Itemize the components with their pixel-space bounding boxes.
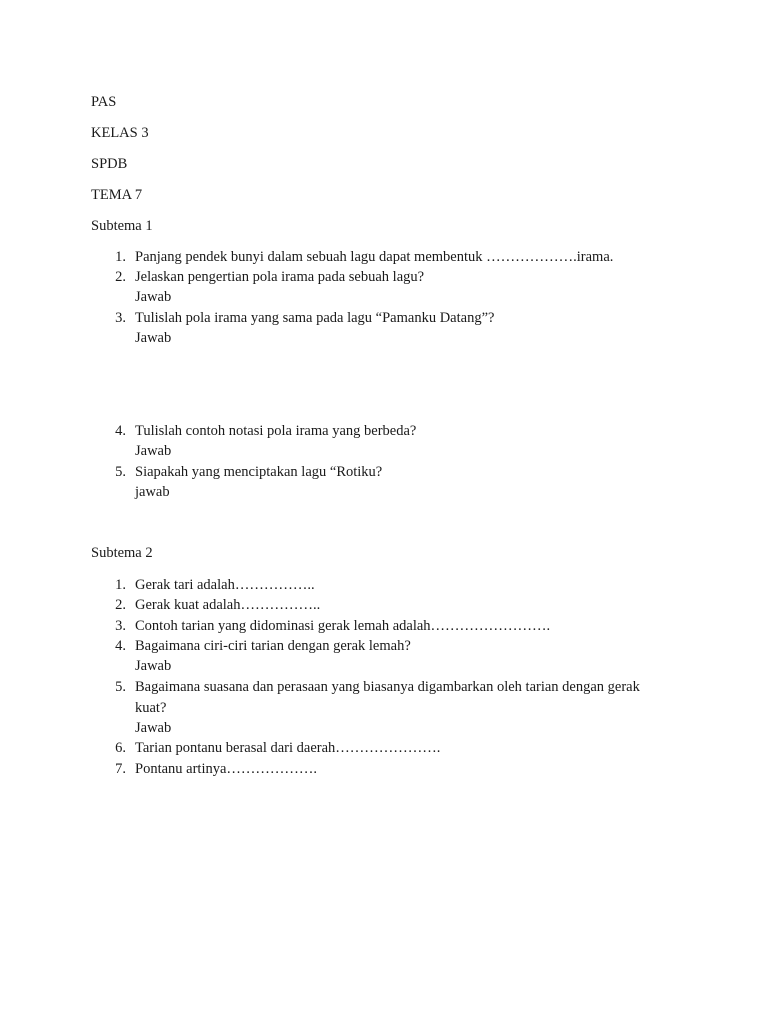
question-number: 6. xyxy=(115,740,126,756)
question-number: 1. xyxy=(115,249,126,265)
subtema1-answer-3: Jawab xyxy=(135,330,172,346)
question-text: Contoh tarian yang didominasi gerak lemah adalah……………………. xyxy=(135,618,551,634)
subtema1-answer-2: Jawab xyxy=(135,289,172,305)
question-text: Tulislah contoh notasi pola irama yang berbeda? xyxy=(135,423,417,439)
question-text: Tarian pontanu berasal dari daerah…………………. xyxy=(135,740,441,756)
question-number: 2. xyxy=(115,597,126,613)
question-text: Tulislah pola irama yang sama pada lagu “Pamanku Datang”? xyxy=(135,310,495,326)
question-number: 7. xyxy=(115,761,126,777)
question-number: 4. xyxy=(115,638,126,654)
header-class-label: KELAS 3 xyxy=(91,125,149,141)
question-text: Pontanu artinya………………. xyxy=(135,761,318,777)
question-text: Gerak kuat adalah…………….. xyxy=(135,597,321,613)
header-theme-label: TEMA 7 xyxy=(91,187,143,203)
header-exam-label: PAS xyxy=(91,94,117,110)
question-text: Bagaimana suasana dan perasaan yang biasanya digambarkan oleh tarian dengan gerak kuat? xyxy=(135,679,640,716)
subtema2-answer-5: Jawab xyxy=(135,720,172,736)
question-number: 2. xyxy=(115,269,126,285)
subtema2-title: Subtema 2 xyxy=(91,545,153,561)
question-number: 4. xyxy=(115,423,126,439)
subtema2-answer-4: Jawab xyxy=(135,658,172,674)
subtema1-answer-5: jawab xyxy=(135,484,170,500)
question-text: Bagaimana ciri-ciri tarian dengan gerak lemah? xyxy=(135,638,411,654)
question-number: 3. xyxy=(115,310,126,326)
question-number: 3. xyxy=(115,618,126,634)
question-text: Panjang pendek bunyi dalam sebuah lagu dapat membentuk ……………….irama. xyxy=(135,249,614,265)
question-text: Siapakah yang menciptakan lagu “Rotiku? xyxy=(135,464,383,480)
question-number: 5. xyxy=(115,464,126,480)
question-number: 5. xyxy=(115,679,126,695)
subtema1-title: Subtema 1 xyxy=(91,218,153,234)
question-number: 1. xyxy=(115,577,126,593)
header-subject-label: SPDB xyxy=(91,156,128,172)
subtema1-answer-4: Jawab xyxy=(135,443,172,459)
question-text: Jelaskan pengertian pola irama pada sebuah lagu? xyxy=(135,269,425,285)
question-text: Gerak tari adalah…………….. xyxy=(135,577,315,593)
